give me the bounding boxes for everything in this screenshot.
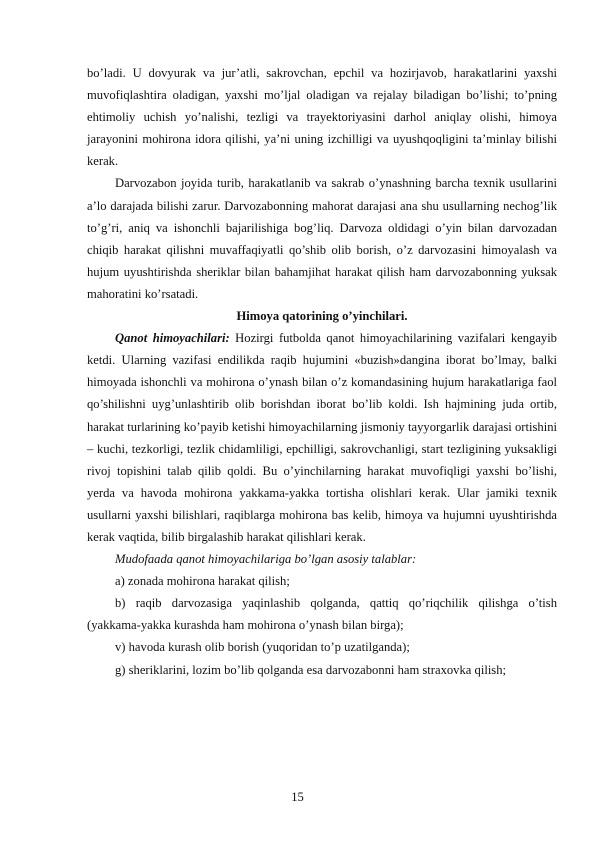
body-text — [87, 62, 557, 681]
list-item-b: b) raqib darvozasiga yaqinlashib qolganda, qattiq qo’riqchilik qilishga o’tish (yakkama-yakka kurashda ham mohirona o’ynash bilan birga); — [87, 596, 557, 633]
paragraph-wing-defenders-body: Hozirgi futbolda qanot himoyachilarining vazifalari kengayib ketdi. Ularning vazifasi endilikda raqib hujumini «buzish»dangina iborat bo’lmay, balki himoyada ishonchli va mohirona o’ynash bilan o’z komandasining hujum harakatlariga faol qo’shilishni uyg’unlashtirib olib borishdan iborat bo’lib koldi. Ish hajmining juda ortib, harakat turlarining ko’payib ketishi himoyachilarning jismoniy tayyorgarlik darajasi ortishini – kuchi, tezkorligi, tezlik chidamliligi, epchilligi, sakrovchanligi, start tezligining yuksakligi rivoj topishini talab qilib qoldi. Bu o’yinchilarning harakat muvofiqligi yaxshi bo’lishi, yerda va havoda mohirona yakkama-yakka tortisha olishlari kerak. Ular jamiki texnik usullarni yaxshi bilishlari, raqiblarga mohirona bas kelib, himoya va hujumni uyushtirishda kerak vaqtida, bilib birgalashib harakat qilishlari kerak. — [87, 331, 557, 544]
paragraph-wing-defenders — [87, 327, 557, 548]
paragraph-goalkeeper-technique: Darvozabon joyida turib, harakatlanib va sakrab o’ynashning barcha texnik usullarini a’lo darajada bilishi zarur. Darvozabonning mahorat darajasi ana shu usullarning nechog’lik to’g’ri, aniq va ishonchli bajarilishiga bog’liq. Darvoza oldidagi o’yin bilan darvozadan chiqib harakat qilishni muvaffaqiyatli qo’shib olib borish, o’z darvozasini himoyalash va hujum uyushtirishda sheriklar bilan bahamjihat harakat qilish ham darvozabonning yuksak mahoratini ko’rsatadi. — [87, 176, 557, 301]
page-number: 15 — [291, 790, 304, 804]
requirements-subtitle: Mudofaada qanot himoyachilariga bo’lgan asosiy talablar: — [115, 552, 417, 567]
list-item-a: a) zonada mohirona harakat qilish; — [115, 574, 290, 589]
list-item-v: v) havoda kurash olib borish (yuqoridan to’p uzatilganda); — [115, 640, 410, 655]
list-item-g: g) sheriklarini, lozim bo’lib qolganda esa darvozabonni ham straxovka qilish; — [115, 662, 507, 677]
paragraph-goalkeeper-qualities: bo’ladi. U dovyurak va jur’atli, sakrovchan, epchil va hozirjavob, harakatlarini yaxshi muvofiqlashtira oladigan, yaxshi mo’ljal oladigan va rejalay biladigan bo’lishi; to’pning ehtimoliy uchish yo’nalishi, tezligi va trayektoriyasini darhol aniqlay olishi, himoya jarayonini mohirona idora qilishi, ya’ni uning izchilligi va uyushqoqligini ta’minlay bilishi kerak. — [87, 66, 557, 169]
section-heading: Himoya qatorining o’yinchilari. — [236, 309, 408, 324]
term-wing-defenders: Qanot himoyachilari: — [115, 331, 230, 346]
